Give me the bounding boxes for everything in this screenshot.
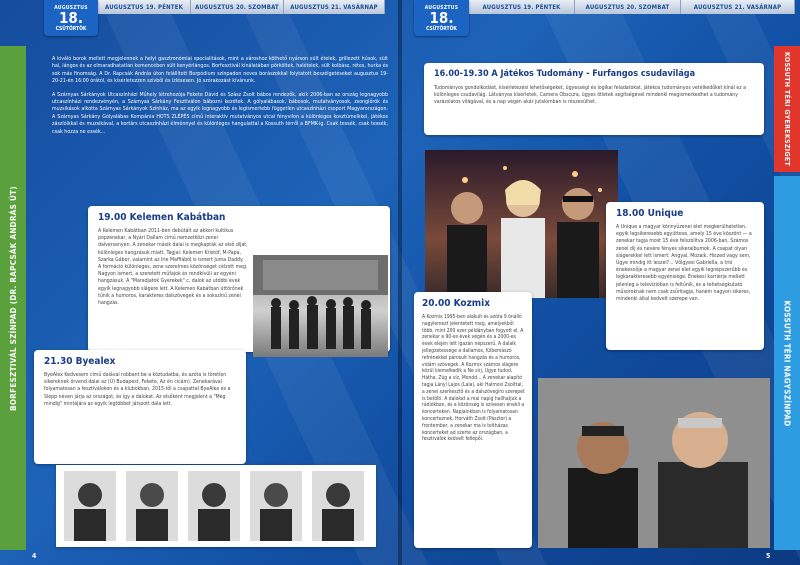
event-title: 20.00 Kozmix (422, 298, 491, 309)
tab-label: AUGUSZTUS 20. SZOMBAT (195, 3, 279, 11)
tab-sunday-left[interactable] (284, 0, 385, 14)
band-photo-image (253, 255, 388, 357)
tab-saturday-left[interactable] (191, 0, 284, 14)
kozmix-photo (538, 378, 770, 548)
event-description: Tudományos gondolkodást, kísérletezési lehetőségeket, ügyességi és logikai feladatokat, játékos tudományos vetélkedőket kínál ez a különleges csudavilág. Látványos kísérletek, Camera Obscura, ügyes ötletek segítségével mindenki megismerkedhet a tudomány varázslatos világával, és a nap végén akár jutalomban is részesülhet. (434, 85, 747, 106)
date-tabs-right (469, 0, 795, 14)
tab-month: AUGUSZTUS (424, 4, 459, 11)
kozmix-duo-image (538, 378, 770, 548)
jatekos-card (424, 63, 764, 135)
event-title: 21.30 Byealex (44, 356, 116, 367)
unique-band-image (425, 150, 618, 298)
event-title: 19.00 Kelemen Kabátban (98, 212, 226, 223)
left-stage-bar (0, 46, 26, 550)
event-description: A Unique a magyar könnyűzenei élet megkerülhetetlen, egyik legsikeresebb együttese, amely 15 éve köszönt — a zenekar tagja most 15 éve felszólítva 2006-ban, Számos zenei díj és nevére fényes sikeralbumok. A csapat olyan slágerekkel lett ismert: Angyal, Mozaik, Hiszed vagy sem, Úgye mindig itt leszel?... Vőlgyesi Gabriella, a trió énekesnője a magyar zenei élet egyik legnépszerűbb és legkarakteresebb egyénisége. Énekesi karrierje mellett jelenleg a televízióban is feltűnik, és a tehetségkutató műsoroknak nem csak zsűritagja, hanem nagyon sikeres, mindenki által kedvelt szerepe van. (616, 224, 752, 303)
stage-name: BORFESZTIVÁL SZÍNPAD (DR. RAPCSÁK ANDRÁS ÚT) (8, 185, 18, 411)
tab-weekday: CSÜTÖRTÖK (426, 25, 457, 32)
page-spine (398, 0, 402, 565)
tab-friday-left[interactable] (98, 0, 191, 14)
tab-friday-right[interactable] (469, 0, 575, 14)
tab-thursday-right[interactable] (414, 0, 469, 36)
tab-label: AUGUSZTUS 19. PÉNTEK (105, 3, 183, 11)
tab-day: 18. (59, 8, 83, 27)
intro-paragraph: A kiváló borok mellett megjelennek a helyi gasztronómiai specialitások, mint a városhoz köthető nyárson sült ételek, grillezett húsok, sült hal, lángos és az elmaradhatatlan kemencében sült kenyérlángos. Borfesztivál kínálatában pörköltek, halételek, sült kolbász, rétes, hurka és sok más finomság. A Dr. Rapcsák András úton felállított Borpódium színpadon neves borászokkal folytatott beszélgetéseket augusztus 19-20-21-én 16:00 órától, és kísérletezzen szívből és ízlésesen. Jó szórakozást kívánunk. (52, 56, 388, 85)
tab-label: AUGUSZTUS 21. VASÁRNAP (290, 3, 378, 11)
tab-weekday: CSÜTÖRTÖK (55, 25, 87, 32)
page-number-right: 5 (766, 552, 771, 560)
tab-sunday-right[interactable] (681, 0, 795, 14)
tab-month: AUGUSZTUS (54, 4, 88, 11)
intro-text (52, 56, 388, 142)
stage-name: KOSSUTH TÉRI NAGYSZÍNPAD (782, 299, 792, 427)
event-description: ByeAlex Kedvesem című dalával robbant be a köztudatba, és azóta is töretlen sikereknek örvend dalai az (Ú) Budapest, Fekete, Az én cicám). Zenekarával folyamatosan a fesztiválokon és a klubokban, 2015-től a csapattal ByeAlex és a Slepp néven járja az országot, és így a dalokat. Az elsőként megjelent a "Még mindig" mintájára az egyik legtöbbet játszott dala lett. (44, 372, 231, 407)
tab-day: 18. (429, 8, 454, 27)
stage-name: KOSSUTH TÉRI GYEREKSZIGET (783, 51, 791, 167)
event-title: 18.00 Unique (616, 208, 684, 219)
tab-thursday-left[interactable] (44, 0, 98, 36)
page-number-left: 4 (32, 552, 37, 560)
tab-label: AUGUSZTUS 21. VASÁRNAP (693, 3, 782, 11)
intro-paragraph: A Szárnyas Sárkányok Utcaszínházi Műhely létrehozója Fekete Dávid és Szász Zsolt bábos rendezők, akik 2006-ban az ország legnagyobb utcaszínházi rendezvényén, a Szárnyas Sárkány Fesztiválon bábozni kezdtek. A gólyalábasok, bábosok, mutatványosok, zsonglőrök és muzsikások alkotta Szárnyas Sárkányok Színház, ma az egyik legnagyobb és legismertebb független utcaszínházi csoport Magyarországon. A Szárnyas Sárkány Gólyalábas Kompánia HOTS ZLÉPÉS című interaktív mutatványos utcai fényvilon a különleges kosztümeikkel, játékos zászlóikkal és muzsikával, a kortárs utcaszínházi élménnyel és különleges hangulattal a Kossuth térről a BFMK-ig. Csak tessék, csak tessék, csak hozza ne essék... (52, 91, 388, 135)
event-description: A Kozmix 1995-ben alakult és azóta 9 önálló nagylemezt jelentetett meg, amelyekből több, mint 200 ezer példányban fogyott el. A zenekar a 90-es évek végén és a 2000-es évek elején lett igazán népszerű. A dalaik jellegzetessége a dallamos, fülbemászó refrénekkel párosult hangzás és a humoros, vidám szövegek. A Kozmix számos slágere közül kiemelkedik a Ne sírj, Ugye tudod, Hátha, Zúg a víz, Mondd... A zenekar alapító tagja Lányi Lajos (Lala), aki Halmosi Zsolttal, a zenei szerkesztő és a dalszövegíró szerepét is betölti. A dalokat a mai napig hallhatjuk a rádiókban, és a közönség is szívesen énekli a koncerteken. Napjainkban is folyamatosan koncerteznek, Horváth Zsolt (Pásztor) a frontember, a zenekar ma is teltházas koncerteket ad szerte az országban, a fesztiválok kedvelt fellépői. (422, 314, 525, 443)
kabatban-photo (253, 255, 388, 357)
event-description: A Kelemen Kabátban 2011-ben debütált az akkori kultikus popzenekar, a Nyári Dallam című nemzetközi zenei dalversenyen. A zenekar másik dalai is megkapták az első díjat, különleges hangzásuk miatt. Tagjai: Kelemen Kristóf, M-Papa, Szarka Gábor, valamint az Irie Maffiából is ismert Juma Daddy. A formáció különleges, zene szerelmes közönséget célzott meg. Nagyon ismert, a szeretett műfajok és rendkívüli az egyéni hangzásuk. A "Maradjatok Gyerekek" c. dalok az utóbbi évek egyik legnagyobb slágere lett. A Kelemen Kabátban úttörőnek tűnik a humoros, karakteres dalszövegek és a sokszínű zenei hangzás. (98, 228, 248, 307)
right-stage-bar-top (774, 46, 800, 172)
date-tabs-left (98, 0, 385, 14)
tab-label: AUGUSZTUS 19. PÉNTEK (482, 3, 561, 11)
tab-label: AUGUSZTUS 20. SZOMBAT (585, 3, 670, 11)
byealex-photo-strip (56, 465, 376, 547)
right-stage-bar-bottom (774, 176, 800, 550)
portraits-image (56, 465, 376, 547)
kozmix-card (414, 292, 532, 548)
unique-card (606, 202, 764, 350)
event-title: 16.00-19.30 A Játékos Tudomány - Furfangos csudavilága (434, 69, 696, 79)
unique-photo (425, 150, 618, 298)
byealex-card (34, 350, 246, 464)
tab-saturday-right[interactable] (575, 0, 681, 14)
